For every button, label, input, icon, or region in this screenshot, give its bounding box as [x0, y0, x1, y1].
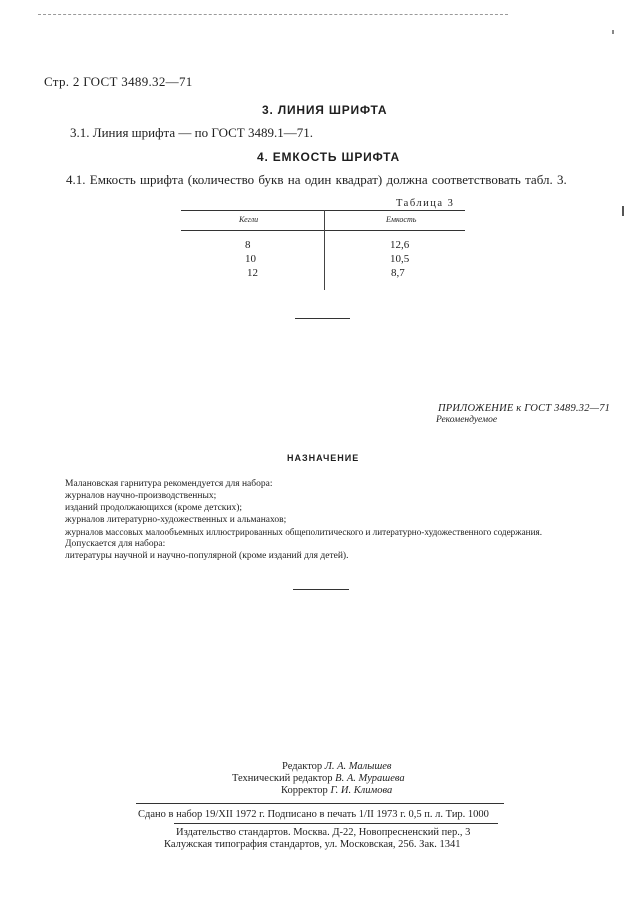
appendix-line: изданий продолжающихся (кроме детских);: [65, 503, 243, 513]
appendix-line: Допускается для набора:: [65, 539, 166, 549]
table-cell-size: 8: [245, 239, 251, 251]
credit-editor-name: Л. А. Малышев: [324, 761, 392, 772]
credit-tech-editor-label: Технический редактор: [232, 773, 333, 784]
appendix-subtitle: Рекомендуемое: [436, 415, 498, 425]
section-divider: [293, 589, 349, 590]
imprint-rule: [174, 823, 498, 824]
imprint-rule: [136, 803, 504, 804]
imprint-line: Калужская типография стандартов, ул. Московская, 256. Зак. 1341: [164, 839, 461, 850]
section-3-paragraph: 3.1. Линия шрифта — по ГОСТ 3489.1—71.: [70, 125, 313, 140]
imprint-line: Издательство стандартов. Москва. Д-22, Новопресненский пер., 3: [176, 827, 471, 838]
capacity-table: [181, 210, 465, 290]
table-column-divider: [324, 210, 325, 290]
table-top-rule: [181, 210, 465, 211]
credit-corrector-name: Г. И. Климова: [330, 785, 393, 796]
section-3-title: 3. ЛИНИЯ ШРИФТА: [262, 103, 388, 117]
section-4-title: 4. ЕМКОСТЬ ШРИФТА: [257, 150, 400, 164]
appendix-line: журналов научно-производственных;: [65, 491, 217, 501]
table-cell-capacity: 10,5: [390, 253, 410, 265]
table-caption: Таблица 3: [396, 198, 455, 209]
credit-corrector-label: Корректор: [281, 785, 328, 796]
table-cell-size: 10: [245, 253, 256, 265]
appendix-line: Малановская гарнитура рекомендуется для набора:: [65, 479, 273, 489]
table-header-size: Кегли: [239, 215, 259, 224]
credit-editor-label: Редактор: [282, 761, 323, 772]
table-cell-capacity: 12,6: [390, 239, 410, 251]
table-cell-capacity: 8,7: [391, 267, 405, 279]
table-header-rule: [181, 230, 465, 231]
scan-artifact-mark: [622, 206, 624, 216]
scan-artifact-mark: [612, 30, 614, 34]
appendix-title: ПРИЛОЖЕНИЕ к ГОСТ 3489.32—71: [438, 403, 611, 414]
section-4-paragraph: 4.1. Емкость шрифта (количество букв на один квадрат) должна соответствовать табл. 3.: [66, 172, 567, 187]
imprint-line: Сдано в набор 19/XII 1972 г. Подписано в печать 1/II 1973 г. 0,5 п. л. Тир. 1000: [138, 809, 489, 820]
page-header: Стр. 2 ГОСТ 3489.32—71: [44, 74, 193, 89]
credit-editor: [282, 761, 391, 772]
appendix-line: журналов литературно-художественных и альманахов;: [65, 515, 287, 525]
table-header-capacity: Емкость: [386, 215, 417, 224]
appendix-line: журналов массовых малообъемных иллюстрированных общеполитического и литературно-художественного содержания.: [65, 527, 543, 537]
credit-corrector: [281, 785, 392, 796]
table-cell-size: 12: [247, 267, 258, 279]
credit-tech-editor: [232, 773, 405, 784]
credit-tech-editor-name: В. А. Мурашева: [335, 773, 405, 784]
appendix-line: литературы научной и научно-популярной (кроме изданий для детей).: [65, 551, 349, 561]
section-divider: [295, 318, 350, 319]
appendix-heading: НАЗНАЧЕНИЕ: [287, 453, 360, 463]
scan-artifact-line: [38, 14, 508, 15]
